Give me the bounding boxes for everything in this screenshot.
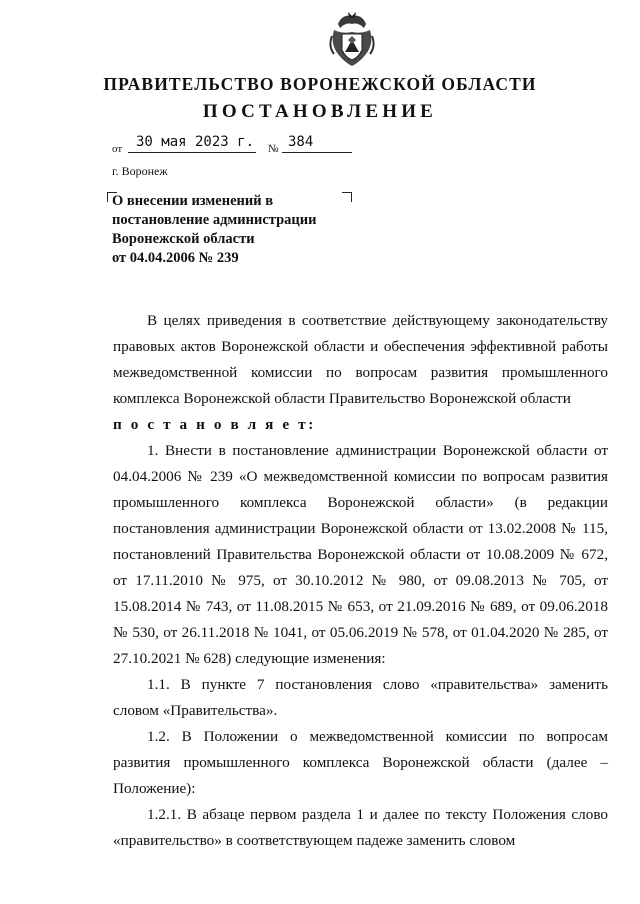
item-1-paragraph: 1. Внести в постановление администрации Воронежской области от 04.04.2006 № 239 «О межведомственной комиссии по вопросам развития промышленного комплекса Воронежской области» (в редакции постановления администрации Воронежской области от 13.02.2008 № 115, постановлений Правительства Воронежской области от 10.08.2009 № 672, от 17.11.2010 № 975, от 30.10.2012 № 980, от 09.08.2013 № 705, от 15.08.2014 № 743, от 11.08.2015 № 653, от 21.09.2016 № 689, от 09.06.2018 № 530, от 26.11.2018 № 1041, от 05.06.2019 № 578, от 01.04.2020 № 285, от 27.10.2021 № 628) следующие изменения: bbox=[113, 442, 609, 667]
date-prefix: от bbox=[112, 143, 123, 155]
date-value: 30 мая 2023 г. bbox=[136, 134, 255, 150]
number-value: 384 bbox=[288, 134, 314, 150]
government-name: ПРАВИТЕЛЬСТВО ВОРОНЕЖСКОЙ ОБЛАСТИ bbox=[103, 74, 537, 94]
coat-of-arms-emblem bbox=[328, 10, 376, 68]
item-1-2-1-paragraph: 1.2.1. В абзаце первом раздела 1 и далее по тексту Положения слово «правительство» в соответствующем падеже заменить словом bbox=[113, 806, 608, 849]
item-1-2-paragraph: 1.2. В Положении о межведомственной комиссии по вопросам развития промышленного комплекса Воронежской области (далее – Положение): bbox=[113, 728, 609, 797]
subject-line: Воронежской области bbox=[112, 231, 255, 247]
city-name: г. Воронеж bbox=[112, 164, 168, 178]
number-underline bbox=[282, 152, 352, 153]
date-underline bbox=[128, 152, 256, 153]
subject-line: от 04.04.2006 № 239 bbox=[112, 250, 239, 266]
preamble-paragraph: В целях приведения в соответствие действующему законодательству правовых актов Воронежской области и обеспечения эффективной работы межведомственной комиссии по вопросам развития промышленного комплекса Воронежской области Правительство Воронежской области bbox=[113, 312, 608, 407]
decree-verb: п о с т а н о в л я е т: bbox=[113, 416, 316, 433]
document-body bbox=[113, 308, 608, 854]
document-type: ПОСТАНОВЛЕНИЕ bbox=[202, 101, 438, 122]
subject-line: постановление администрации bbox=[112, 212, 317, 228]
subject-line: О внесении изменений в bbox=[112, 193, 274, 209]
document-subject bbox=[112, 192, 352, 268]
item-1-1-paragraph: 1.1. В пункте 7 постановления слово «правительства» заменить словом «Правительства». bbox=[113, 676, 608, 719]
number-prefix: № bbox=[268, 143, 279, 155]
